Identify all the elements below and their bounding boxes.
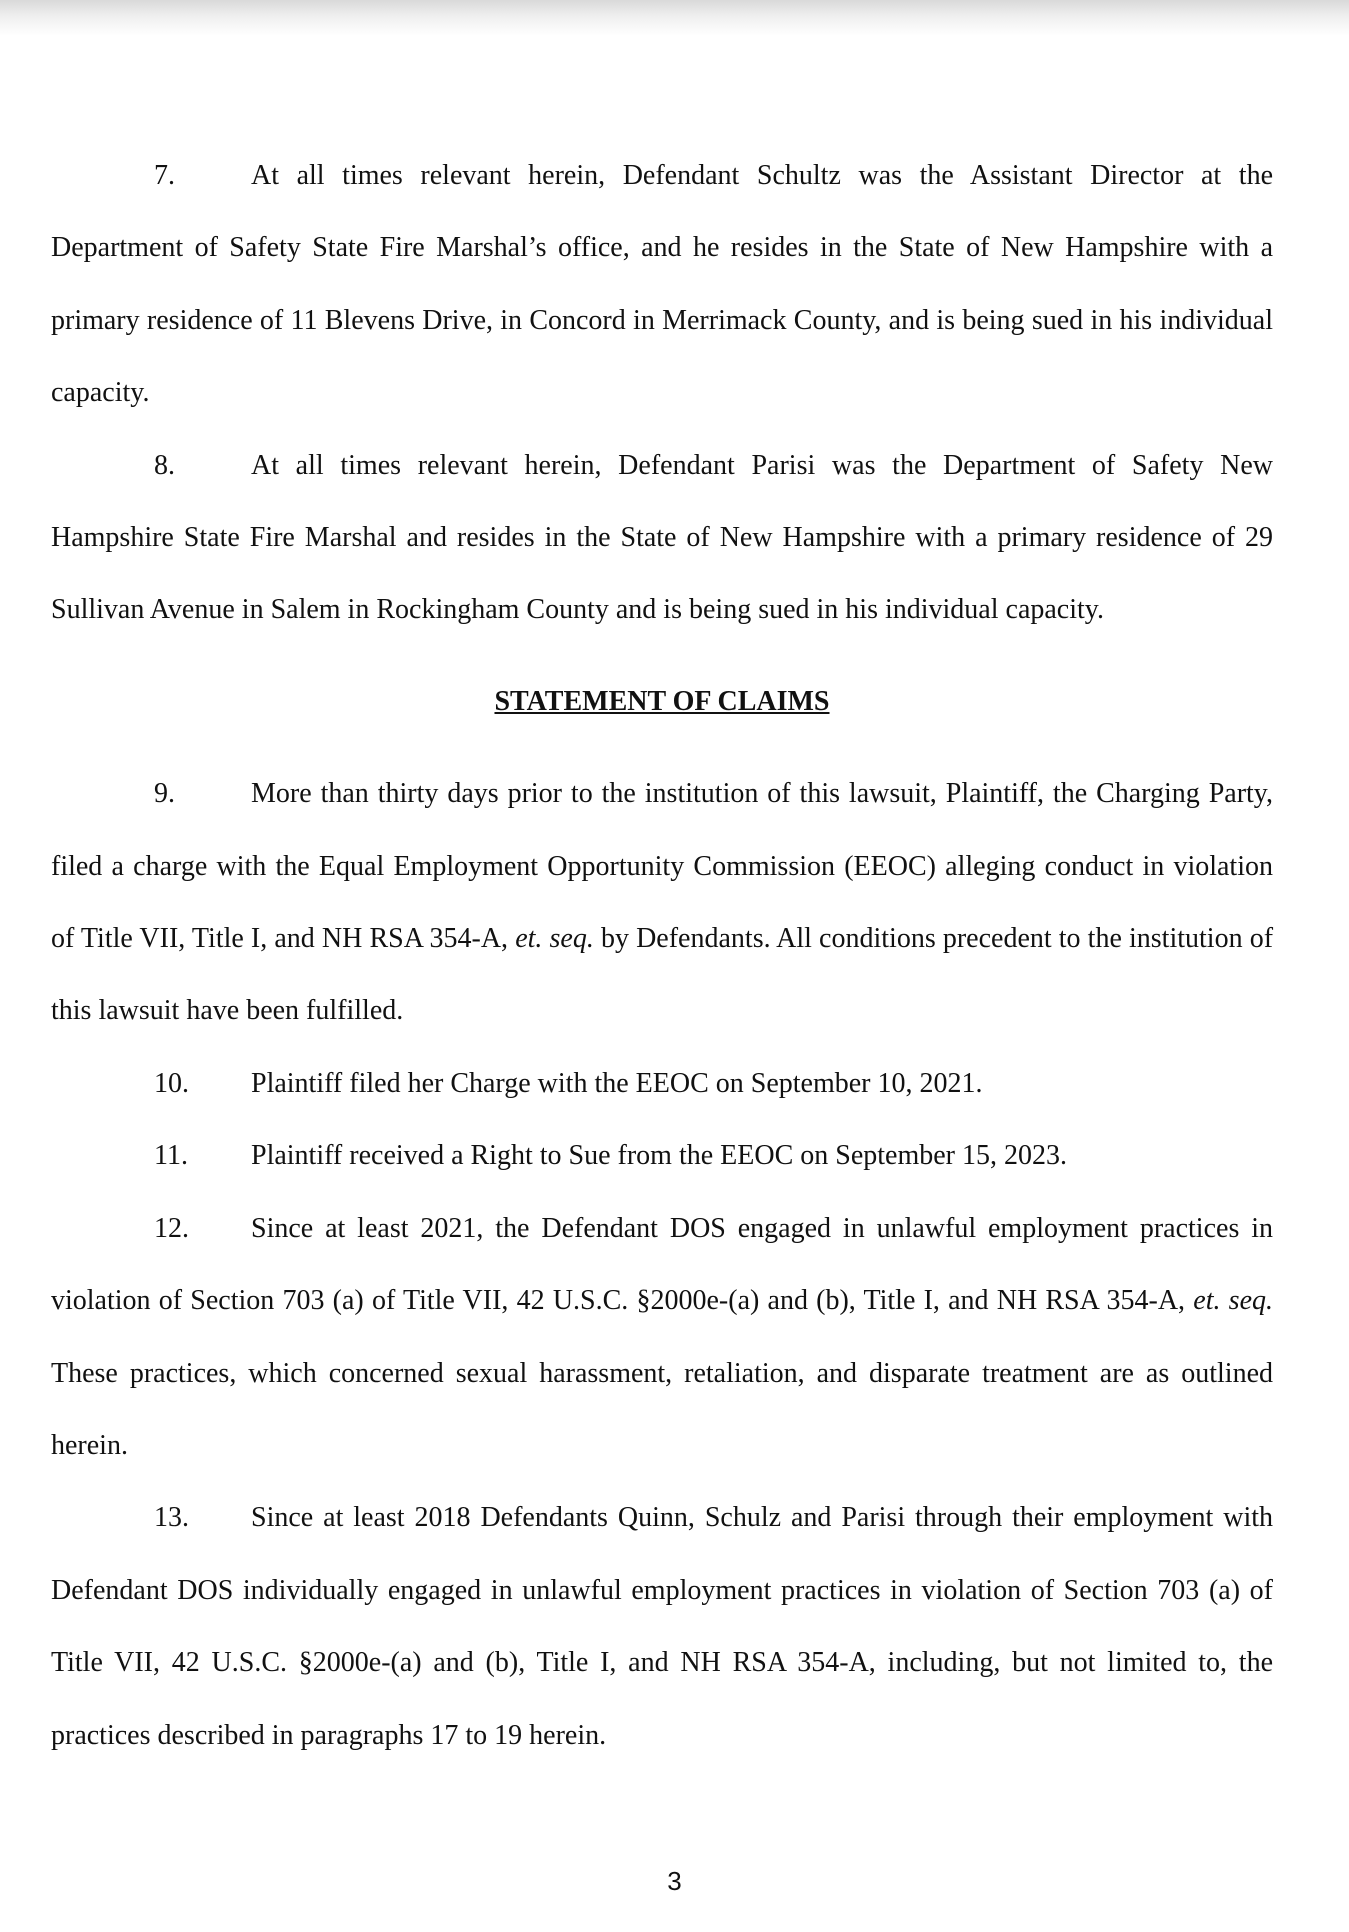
paragraph-number: 8. [154, 449, 175, 481]
paragraph-text: At all times relevant herein, Defendant Schultz was the Assistant Director at the Department of Safety State Fire Marshal’s office, and he resides in the State of New Hampshire with a primary residence of 11 Blevens Drive, in Concord in Merrimack County, and is being sued in his individual capacity. [51, 160, 1273, 409]
italic-citation: et. seq. [1193, 1285, 1273, 1317]
paragraph-text: At all times relevant herein, Defendant Parisi was the Department of Safety New Hampshire State Fire Marshal and resides in the State of New Hampshire with a primary residence of 29 Sullivan Avenue in Salem in Rockingham County and is being sued in his individual capacity. [51, 449, 1273, 626]
paragraph-number: 9. [154, 778, 175, 810]
paragraph-number: 10. [154, 1067, 189, 1099]
paragraph-8 [51, 430, 1273, 647]
paragraph-number: 11. [154, 1140, 188, 1172]
paragraph-text: Since at least 2021, the Defendant DOS engaged in unlawful employment practices in violation of Section 703 (a) of Title VII, 42 U.S.C. §2000e-(a) and (b), Title I, and NH RSA 354-A, [51, 1212, 1273, 1317]
paragraph-number: 13. [154, 1502, 189, 1534]
paragraph-text: Plaintiff filed her Charge with the EEOC on September 10, 2021. [251, 1067, 983, 1099]
top-shadow [0, 0, 1349, 36]
paragraph-text-continued: by Defendants. All conditions precedent to the institution of this lawsuit have been fulfilled. [51, 923, 1274, 1027]
paragraph-13 [51, 1482, 1273, 1772]
paragraph-text: Plaintiff received a Right to Sue from the EEOC on September 15, 2023. [251, 1140, 1067, 1172]
section-heading: STATEMENT OF CLAIMS [494, 685, 830, 717]
paragraph-number: 12. [154, 1212, 189, 1244]
paragraph-11 [51, 1120, 1273, 1192]
paragraph-10 [51, 1048, 1273, 1120]
paragraph-text: More than thirty days prior to the institution of this lawsuit, Plaintiff, the Charging Party, filed a charge with the Equal Employment Opportunity Commission (EEOC) alleging conduct in violation of Title VII, Title I, and NH RSA 354-A, [51, 778, 1273, 955]
paragraph-9 [51, 758, 1273, 1048]
paragraph-text-continued: These practices, which concerned sexual harassment, retaliation, and disparate treatment are as outlined herein. [51, 1357, 1273, 1461]
page-number: 3 [667, 1866, 682, 1896]
paragraph-text: Since at least 2018 Defendants Quinn, Schulz and Parisi through their employment with Defendant DOS individually engaged in unlawful employment practices in violation of Section 703 (a) of Title VII, 42 U.S.C. §2000e-(a) and (b), Title I, and NH RSA 354-A, including, but not limited to, the practices described in paragraphs 17 to 19 herein. [51, 1502, 1273, 1751]
document-page [51, 140, 1273, 1772]
italic-citation: et. seq. [515, 923, 594, 955]
paragraph-7 [51, 140, 1273, 430]
paragraph-12 [51, 1193, 1273, 1483]
paragraph-number: 7. [154, 160, 175, 191]
